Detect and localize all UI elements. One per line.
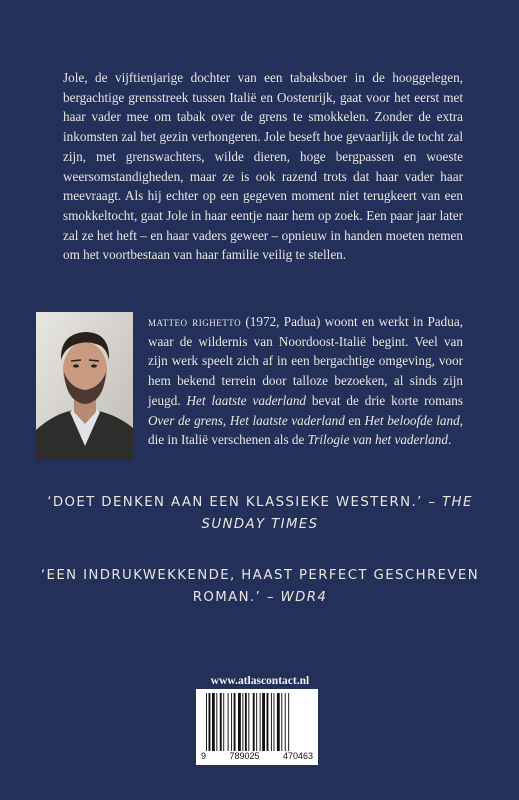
bio-text-5: , die in Italië verschenen als de xyxy=(148,412,463,448)
isbn-barcode xyxy=(196,689,318,765)
bio-text-1: (1972, Padua) woont en werkt in Padua, waar de wildernis van Noordoost-Italië begint. Veel van zijn werk speelt zich af in een bergachtige omgeving, voor hem bekend terrein door talloze bezoeken, al sinds zijn jeugd. xyxy=(148,314,463,408)
author-name: matteo righetto xyxy=(148,314,242,329)
barcode-bar xyxy=(206,693,207,751)
isbn-group-1: 789025 xyxy=(229,751,260,761)
isbn-group-2: 470463 xyxy=(282,751,313,761)
quote-source: WDR4 xyxy=(280,590,328,605)
barcode-bar xyxy=(209,693,211,751)
author-photo xyxy=(36,312,133,460)
bio-text-2: bevat de drie korte romans xyxy=(306,392,463,408)
barcode-bar xyxy=(245,693,247,751)
review-quote-1 xyxy=(40,492,480,536)
barcode-bar xyxy=(248,693,249,751)
bio-text-4: en xyxy=(344,412,365,428)
barcode-bars-icon xyxy=(204,693,312,751)
bio-title-5: Trilogie van het vaderland xyxy=(307,432,448,448)
bio-title-2: Over de grens xyxy=(148,412,223,428)
barcode-bar xyxy=(260,693,261,751)
barcode-bar xyxy=(267,693,269,751)
isbn-digits xyxy=(198,751,316,761)
barcode-bar xyxy=(281,693,282,751)
quote-text: ‘EEN INDRUKWEKKENDE, HAAST PERFECT GESCHREVEN ROMAN.’ – xyxy=(40,568,480,605)
barcode-bar xyxy=(271,693,272,751)
quote-source: THE SUNDAY TIMES xyxy=(201,495,473,532)
barcode-bar xyxy=(273,693,274,751)
bio-text-3: , xyxy=(222,412,230,428)
author-bio xyxy=(148,312,463,450)
barcode-bar xyxy=(212,693,215,751)
barcode-bar xyxy=(220,693,222,751)
bio-text-6: . xyxy=(447,432,452,448)
barcode-bar xyxy=(242,693,243,751)
barcode-bar xyxy=(234,693,236,751)
barcode-bar xyxy=(216,693,217,751)
barcode-bar xyxy=(277,693,280,751)
back-cover-blurb: Jole, de vijftienjarige dochter van een tabaksboer in de hooggelegen, bergachtige grensstreek tussen Italië en Oostenrijk, gaat voor het eerst met haar vader mee om tabak over de grens te smokkelen. Zonder de extra inkomsten zal het gezin verhongeren. Jole beseft hoe gevaarlijk de tocht zal zijn, met grenswachters, wilde dieren, hoge bergpassen en woeste weersomstandigheden, maar ze is ook razend trots dat haar vader haar meevraagt. Als hij echter op een gegeven moment niet terugkeert van een smokkeltocht, gaat Jole in haar eentje naar hem op zoek. Een paar jaar later zal ze het heft – en haar vaders geweer – opnieuw in handen moeten nemen om het voortbestaan van haar familie veilig te stellen. xyxy=(63,70,463,263)
barcode-bar xyxy=(223,693,224,751)
barcode-bar xyxy=(285,693,286,751)
barcode-bar xyxy=(231,693,232,751)
barcode-bar xyxy=(256,693,257,751)
barcode-bar xyxy=(253,693,255,751)
quote-text: ‘DOET DENKEN AAN EEN KLASSIEKE WESTERN.’ – xyxy=(47,495,443,510)
review-quote-2 xyxy=(40,565,480,609)
barcode-bar xyxy=(238,693,241,751)
barcode-bar xyxy=(288,693,289,751)
bio-title-1: Het laatste vaderland xyxy=(186,392,307,408)
bio-title-3: Het laatste vaderland xyxy=(229,412,345,428)
barcode-bar xyxy=(262,693,265,751)
isbn-first-digit: 9 xyxy=(201,751,207,761)
author-portrait-image xyxy=(36,312,133,460)
bio-title-4: Het beloofde land xyxy=(364,412,460,428)
barcode-bar xyxy=(228,693,229,751)
publisher-url[interactable]: www.atlascontact.nl xyxy=(210,675,310,687)
